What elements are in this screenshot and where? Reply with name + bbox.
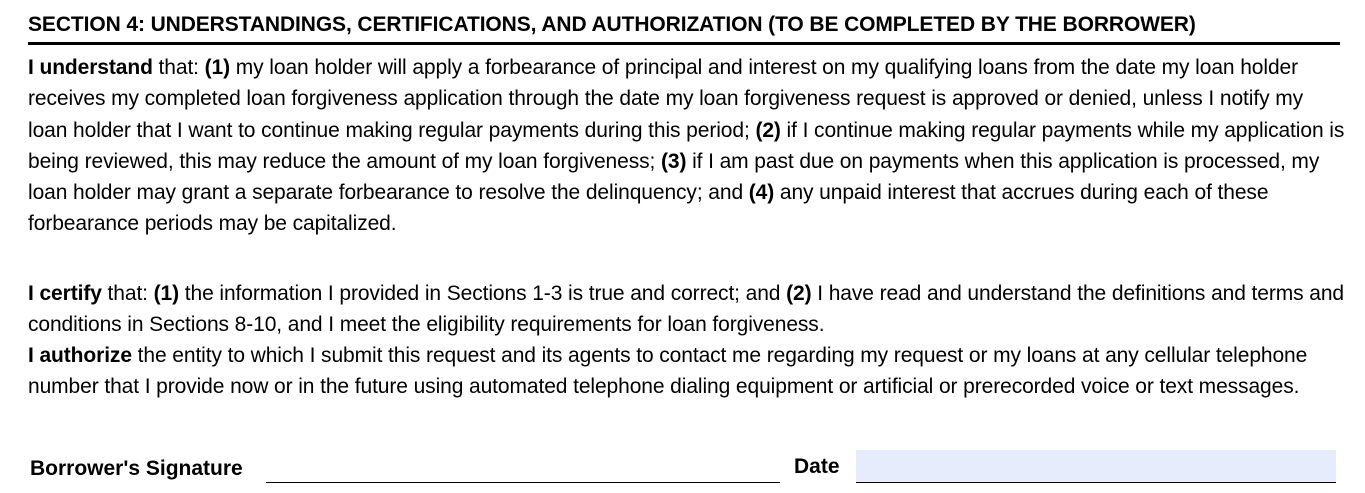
certify-paragraph [28, 278, 1346, 341]
understand-item-3-text: if I am past due on payments when this application is processed, my loan holder may grant a separate forbearance to resolve the delinquency; and [28, 149, 1320, 205]
understand-lead: I understand [28, 56, 153, 79]
understand-item-1-text: my loan holder will apply a forbearance of principal and interest on my qualifying loans from the date my loan holder receives my completed loan forgiveness application through the date my loan forgiveness request is approved or denied, unless I notify my loan holder that I want to continue making regular payments during this period; [28, 56, 1304, 142]
certify-text-0: that: [101, 282, 154, 305]
understand-item-4-text: any unpaid interest that accrues during each of these forbearance periods may be capitalized. [28, 181, 1269, 236]
understand-item-3-number: (3) [660, 149, 687, 173]
authorize-text: the entity to which I submit this request and its agents to contact me regarding my request or my loans at any cellular telephone number that I provide now or in the future using automated telephone dialing equipment or artificial or prerecorded voice or text messages. [28, 344, 1308, 399]
understand-item-1-number: (1) [204, 56, 231, 79]
certify-item-2-text: I have read and understand the definitions and terms and conditions in Sections 8-10, and I meet the eligibility requirements for loan forgiveness. [28, 282, 1345, 337]
authorize-lead: I authorize [28, 344, 132, 367]
authorize-paragraph [28, 340, 1346, 403]
certify-item-1-number: (1) [153, 282, 180, 305]
signature-row [30, 452, 1340, 488]
certify-item-1-text: the information I provided in Sections 1-3 is true and correct; and [179, 282, 787, 305]
signature-line[interactable] [266, 482, 780, 483]
understand-item-2-number: (2) [755, 118, 781, 142]
certify-lead: I certify [28, 282, 102, 305]
date-label: Date [794, 455, 840, 478]
signature-label: Borrower's Signature [30, 457, 243, 480]
date-field[interactable] [856, 450, 1336, 483]
certify-item-2-number: (2) [786, 282, 812, 305]
understand-text-0: that: [152, 56, 205, 79]
understand-item-2-text: if I continue making regular payments while my application is being reviewed, this may reduce the amount of my loan forgiveness; [28, 118, 1345, 173]
understand-item-4-number: (4) [748, 181, 775, 205]
understand-paragraph [28, 52, 1346, 240]
section-title: SECTION 4: UNDERSTANDINGS, CERTIFICATIONS, AND AUTHORIZATION (TO BE COMPLETED BY THE BORROWER) [28, 8, 1340, 45]
